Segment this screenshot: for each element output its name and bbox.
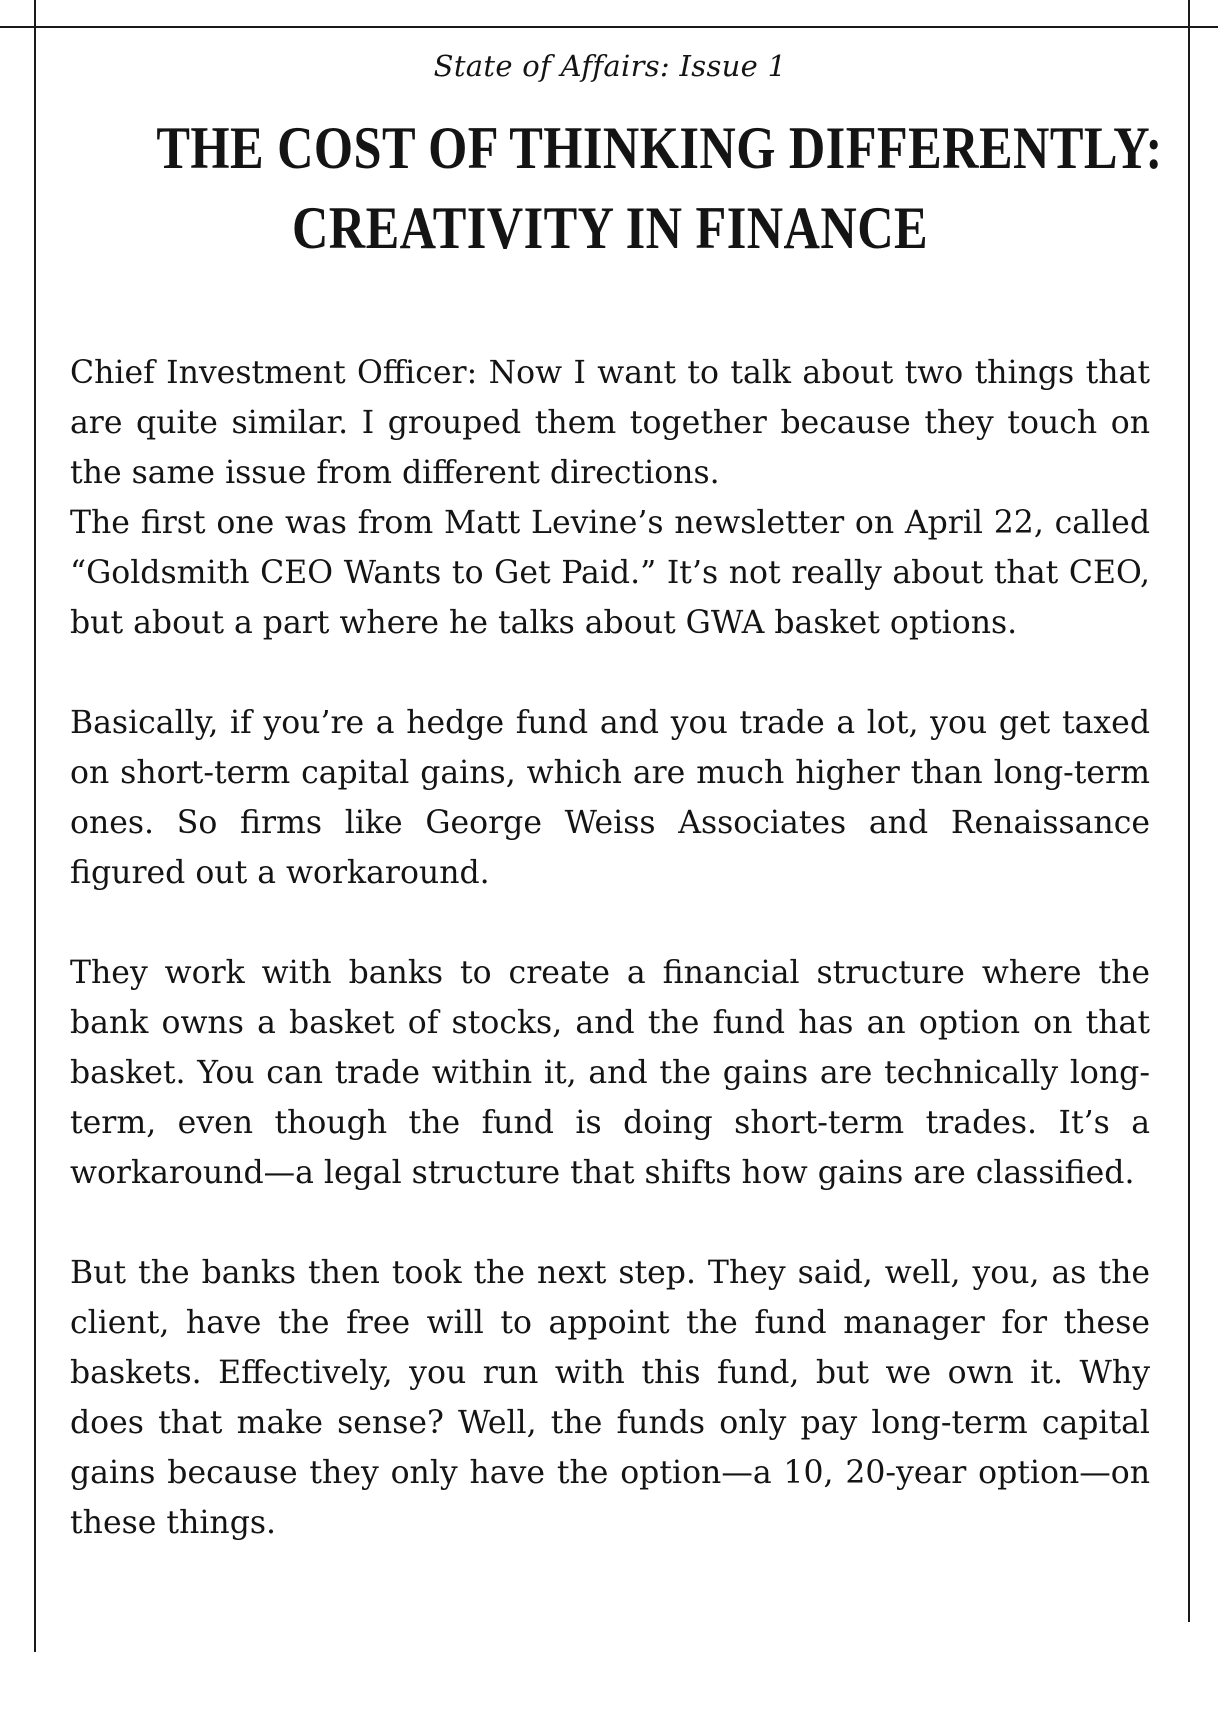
body-paragraph: They work with banks to create a financial structure where the bank owns a basket of stocks, and the fund has an option on that basket. You can trade within it, and the gains are technically long-term, even though the fund is doing short-term trades. It’s a workaround—a legal structure that shifts how gains are classified. [70, 955, 1150, 1191]
top-border-rule [0, 26, 1218, 28]
issue-kicker: State of Affairs: Issue 1 [433, 49, 787, 83]
body-paragraph: The first one was from Matt Levine’s newsletter on April 22, called “Goldsmith CEO Wants to Get Paid.” It’s not really about that CEO, but about a part where he talks about GWA basket options. [70, 505, 1150, 641]
right-border-rule [1188, 0, 1190, 1622]
article-body [70, 348, 1150, 1548]
article-title [156, 108, 1163, 268]
article-page [70, 46, 1163, 1598]
left-border-rule [34, 0, 36, 1652]
body-paragraph: Basically, if you’re a hedge fund and you trade a lot, you get taxed on short-term capital gains, which are much higher than long-term ones. So firms like George Weiss Associates and Renaissance figured out a workaround. [70, 705, 1150, 891]
article-title-line-1: THE COST OF THINKING DIFFERENTLY: [156, 115, 1163, 181]
article-title-line-2: CREATIVITY IN FINANCE [291, 195, 929, 261]
body-paragraph: But the banks then took the next step. They said, well, you, as the client, have the free will to appoint the fund manager for these baskets. Effectively, you run with this fund, but we own it. Why does that make sense? Well, the funds only pay long-term capital gains because they only have the option—a 10, 20-year option—on these things. [70, 1255, 1150, 1541]
body-paragraph: Chief Investment Officer: Now I want to talk about two things that are quite similar. I grouped them together because they touch on the same issue from different directions. [70, 355, 1150, 491]
